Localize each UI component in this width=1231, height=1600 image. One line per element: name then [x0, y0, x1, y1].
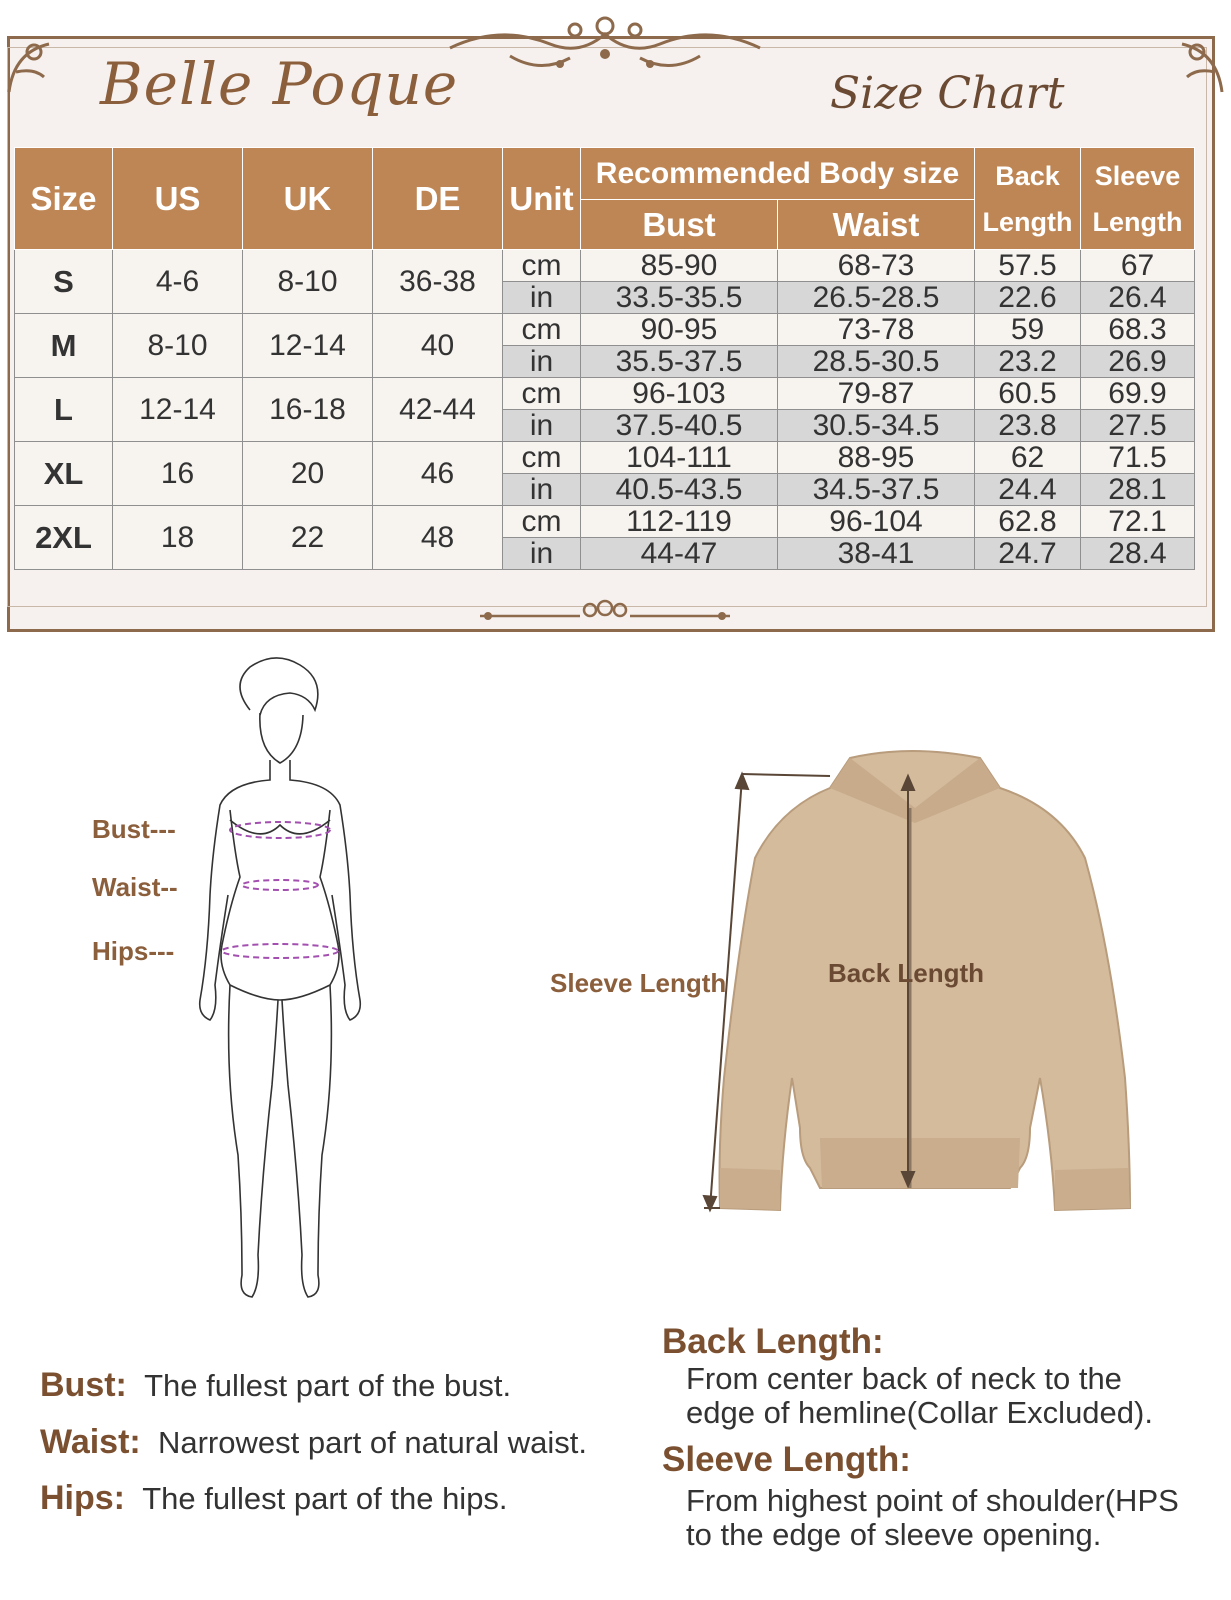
size-row-cm [15, 442, 1195, 474]
waist-cm-cell: 73-78 [778, 314, 975, 346]
header-bust: Bust [581, 200, 778, 250]
sleeve-cm-cell: 67 [1081, 250, 1195, 282]
corner-flourish-right-icon [1157, 32, 1227, 102]
back-in-cell: 23.8 [975, 410, 1081, 442]
unit-in-cell: in [503, 346, 581, 378]
size-cell: S [15, 250, 113, 314]
corner-flourish-left-icon [4, 32, 74, 102]
sleeve-in-cell: 26.4 [1081, 282, 1195, 314]
bust-cm-cell: 90-95 [581, 314, 778, 346]
figure-label-sleeve-length: Sleeve Length [550, 968, 727, 998]
us-cell: 16 [113, 442, 243, 506]
us-cell: 18 [113, 506, 243, 570]
back-cm-cell: 60.5 [975, 378, 1081, 410]
waist-cm-cell: 68-73 [778, 250, 975, 282]
waist-in-cell: 34.5-37.5 [778, 474, 975, 506]
back-in-cell: 24.7 [975, 538, 1081, 570]
figure-label-hips: Hips--- [92, 936, 175, 966]
unit-cm-cell: cm [503, 314, 581, 346]
us-cell: 12-14 [113, 378, 243, 442]
de-cell: 48 [373, 506, 503, 570]
chart-title: Size Chart [830, 68, 1065, 119]
sleeve-cm-cell: 71.5 [1081, 442, 1195, 474]
unit-cm-cell: cm [503, 378, 581, 410]
uk-cell: 20 [243, 442, 373, 506]
header-recommended: Recommended Body size [581, 148, 975, 200]
uk-cell: 22 [243, 506, 373, 570]
top-flourish-icon [440, 4, 770, 76]
sleeve-cm-cell: 68.3 [1081, 314, 1195, 346]
unit-in-cell: in [503, 474, 581, 506]
size-row-cm [15, 314, 1195, 346]
bust-in-cell: 44-47 [581, 538, 778, 570]
header-waist: Waist [778, 200, 975, 250]
bust-cm-cell: 96-103 [581, 378, 778, 410]
header-de: DE [373, 148, 503, 250]
definition-hips: Hips: The fullest part of the hips. [40, 1479, 508, 1517]
definition-back-length-term: Back Length: [662, 1322, 884, 1361]
definition-sleeve-length-text: From highest point of shoulder(HPS to the edge of sleeve opening. [686, 1483, 1179, 1552]
unit-in-cell: in [503, 282, 581, 314]
bust-cm-cell: 112-119 [581, 506, 778, 538]
header-sleeve-length: Sleeve Length [1081, 148, 1195, 250]
header-unit: Unit [503, 148, 581, 250]
back-cm-cell: 59 [975, 314, 1081, 346]
uk-cell: 12-14 [243, 314, 373, 378]
header-uk: UK [243, 148, 373, 250]
uk-cell: 8-10 [243, 250, 373, 314]
de-cell: 36-38 [373, 250, 503, 314]
bust-cm-cell: 104-111 [581, 442, 778, 474]
figure-label-bust: Bust--- [92, 814, 176, 844]
waist-in-cell: 26.5-28.5 [778, 282, 975, 314]
back-cm-cell: 57.5 [975, 250, 1081, 282]
bust-in-cell: 40.5-43.5 [581, 474, 778, 506]
card-border-right [1212, 36, 1215, 632]
sleeve-in-cell: 28.4 [1081, 538, 1195, 570]
unit-in-cell: in [503, 538, 581, 570]
sleeve-in-cell: 28.1 [1081, 474, 1195, 506]
de-cell: 42-44 [373, 378, 503, 442]
back-in-cell: 22.6 [975, 282, 1081, 314]
back-cm-cell: 62 [975, 442, 1081, 474]
waist-cm-cell: 96-104 [778, 506, 975, 538]
sleeve-in-cell: 26.9 [1081, 346, 1195, 378]
size-cell: M [15, 314, 113, 378]
waist-in-cell: 38-41 [778, 538, 975, 570]
bust-in-cell: 37.5-40.5 [581, 410, 778, 442]
bust-in-cell: 35.5-37.5 [581, 346, 778, 378]
back-in-cell: 24.4 [975, 474, 1081, 506]
size-cell: L [15, 378, 113, 442]
bottom-flourish-icon [470, 598, 740, 628]
us-cell: 4-6 [113, 250, 243, 314]
unit-in-cell: in [503, 410, 581, 442]
size-cell: XL [15, 442, 113, 506]
figure-label-back-length: Back Length [828, 958, 985, 988]
size-table [14, 147, 1195, 570]
bust-in-cell: 33.5-35.5 [581, 282, 778, 314]
waist-in-cell: 28.5-30.5 [778, 346, 975, 378]
unit-cm-cell: cm [503, 250, 581, 282]
header-size: Size [15, 148, 113, 250]
sleeve-cm-cell: 72.1 [1081, 506, 1195, 538]
bust-cm-cell: 85-90 [581, 250, 778, 282]
waist-cm-cell: 88-95 [778, 442, 975, 474]
body-figure-illustration [190, 655, 370, 1305]
de-cell: 46 [373, 442, 503, 506]
brand-logo: Belle Poque [100, 50, 459, 118]
size-row-cm [15, 378, 1195, 410]
back-in-cell: 23.2 [975, 346, 1081, 378]
definition-waist: Waist: Narrowest part of natural waist. [40, 1423, 587, 1461]
de-cell: 40 [373, 314, 503, 378]
unit-cm-cell: cm [503, 442, 581, 474]
unit-cm-cell: cm [503, 506, 581, 538]
header-us: US [113, 148, 243, 250]
size-row-cm [15, 506, 1195, 538]
sleeve-cm-cell: 69.9 [1081, 378, 1195, 410]
sleeve-in-cell: 27.5 [1081, 410, 1195, 442]
size-row-cm [15, 250, 1195, 282]
back-cm-cell: 62.8 [975, 506, 1081, 538]
definition-bust: Bust: The fullest part of the bust. [40, 1366, 512, 1404]
definition-sleeve-length-term: Sleeve Length: [662, 1440, 911, 1479]
definition-back-length-text: From center back of neck to the edge of hemline(Collar Excluded). [686, 1361, 1153, 1430]
header-back-length: Back Length [975, 148, 1081, 250]
uk-cell: 16-18 [243, 378, 373, 442]
waist-in-cell: 30.5-34.5 [778, 410, 975, 442]
size-cell: 2XL [15, 506, 113, 570]
waist-cm-cell: 79-87 [778, 378, 975, 410]
us-cell: 8-10 [113, 314, 243, 378]
figure-label-waist: Waist-- [92, 872, 178, 902]
